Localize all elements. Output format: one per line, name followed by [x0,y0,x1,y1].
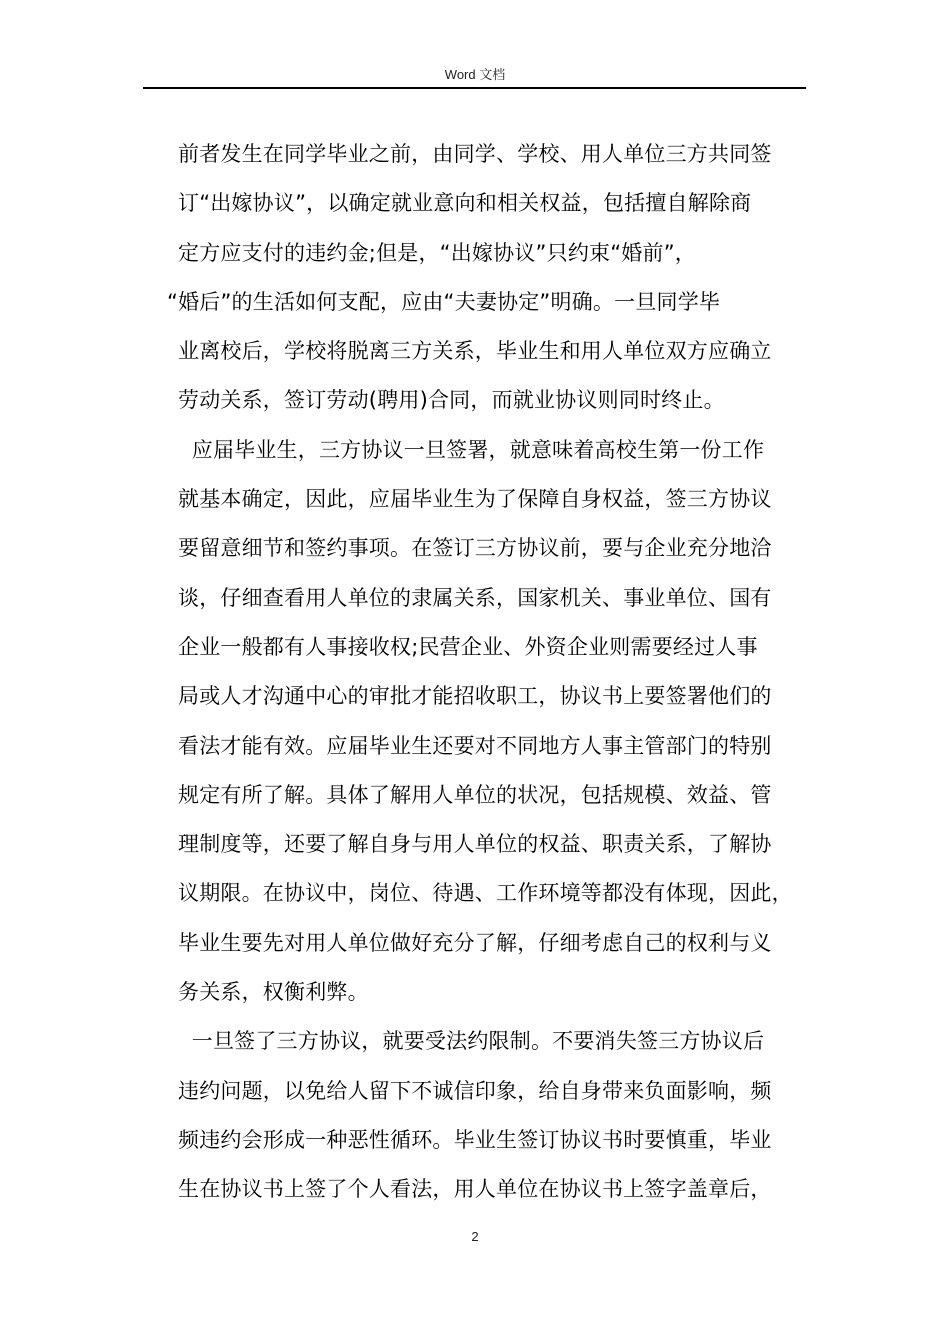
text-line: 劳动关系，签订劳动(聘用)合同，而就业协议则同时终止。 [178,388,725,413]
text-line: 理制度等，还要了解自身与用人单位的权益、职责关系，了解协 [178,832,772,857]
text-line: 生在协议书上签了个人看法，用人单位在协议书上签字盖章后， [178,1177,772,1202]
text-line: 局或人才沟通中心的审批才能招收职工，协议书上要签署他们的 [178,684,772,709]
text-line: 一旦签了三方协议，就要受法约限制。不要消失签三方协议后 [178,1029,765,1054]
text-line: 要留意细节和签约事项。在签订三方协议前，要与企业充分地洽 [178,536,772,561]
text-line: “婚后”的生活如何支配，应由“夫妻协定”明确。一旦同学毕 [167,289,721,314]
text-line: 定方应支付的违约金;但是，“出嫁协议”只约束“婚前”， [178,240,696,265]
header-divider [143,87,806,89]
text-line: 务关系，权衡利弊。 [178,980,369,1005]
text-line: 规定有所了解。具体了解用人单位的状况，包括规模、效益、管 [178,782,772,807]
text-line: 应届毕业生，三方协议一旦签署，就意味着高校生第一份工作 [178,437,765,462]
body-text [167,130,818,1215]
text-line: 就基本确定，因此，应届毕业生为了保障自身权益，签三方协议 [178,487,772,512]
text-line: 议期限。在协议中，岗位、待遇、工作环境等都没有体现，因此， [178,881,793,906]
text-line: 违约问题，以免给人留下不诚信印象，给自身带来负面影响，频 [178,1078,772,1103]
text-line: 频违约会形成一种恶性循环。毕业生签订协议书时要慎重，毕业 [178,1127,772,1152]
text-line: 前者发生在同学毕业之前，由同学、学校、用人单位三方共同签 [178,142,772,166]
text-line: 谈，仔细查看用人单位的隶属关系，国家机关、事业单位、国有 [178,585,772,610]
text-line: 看法才能有效。应届毕业生还要对不同地方人事主管部门的特别 [178,733,772,758]
page-header: Word 文档 [444,67,506,82]
text-line: 企业一般都有人事接收权;民营企业、外资企业则需要经过人事 [178,634,758,659]
text-line: 业离校后，学校将脱离三方关系，毕业生和用人单位双方应确立 [178,339,772,364]
text-line: 毕业生要先对用人单位做好充分了解，仔细考虑自己的权利与义 [178,930,772,955]
page-number: 2 [471,1229,479,1244]
text-line: 订“出嫁协议”，以确定就业意向和相关权益，包括擅自解除商 [178,191,752,216]
